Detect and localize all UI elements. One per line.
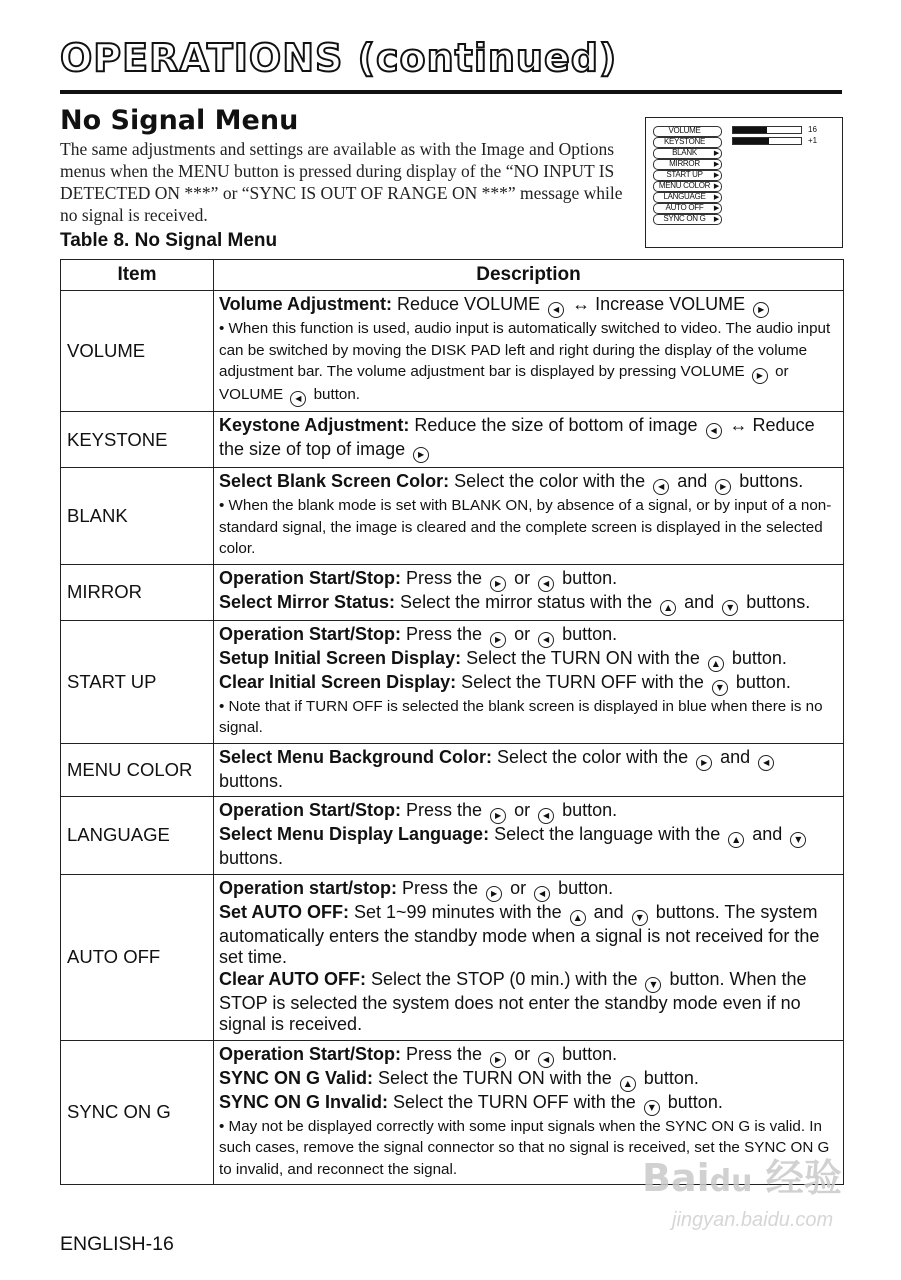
description-label: Operation Start/Stop: (219, 1043, 402, 1064)
description-text: and (672, 471, 713, 491)
description-text: or (509, 623, 536, 644)
table-caption: Table 8. No Signal Menu (60, 230, 278, 251)
arrow-left-icon: ◀ (653, 479, 669, 495)
description-line (219, 471, 837, 495)
description-text: Press the (401, 623, 488, 644)
description-label: Operation Start/Stop: (219, 800, 402, 820)
description-line (219, 592, 837, 616)
submenu-arrow-icon: ▶ (713, 194, 719, 201)
menu-item: LANGUAGE ▶ (653, 192, 722, 203)
description-cell (214, 468, 844, 565)
item-cell: VOLUME (61, 291, 214, 412)
menu-item: VOLUME (653, 126, 722, 137)
item-cell: SYNC ON G (61, 1040, 214, 1185)
description-line (219, 568, 837, 592)
arrow-right-icon: ▶ (486, 886, 502, 902)
description-text: • When this function is used, audio input is automatically switched to video. The audio input can be switched by moving the DISK PAD left and right during the display of the volume adjustment bar. The volume adjustment bar is displayed by pressing VOLUME (219, 320, 831, 380)
description-label: Operation Start/Stop: (219, 567, 402, 588)
description-text: button. (557, 1043, 618, 1064)
description-cell (214, 874, 844, 1040)
description-text: or (509, 800, 536, 820)
description-label: Keystone Adjustment: (219, 415, 410, 435)
arrow-up-icon: ▲ (620, 1076, 636, 1092)
menu-item: AUTO OFF ▶ (653, 203, 722, 214)
description-text: or (509, 567, 536, 588)
description-label: Select Menu Background Color: (219, 746, 493, 767)
description-line (219, 1068, 837, 1092)
arrow-up-icon: ▲ (728, 832, 744, 848)
arrow-down-icon: ▼ (790, 832, 806, 848)
no-signal-menu-table (60, 259, 844, 1185)
description-text: buttons. (219, 848, 284, 868)
description-label: Select Mirror Status: (219, 591, 396, 612)
arrow-left-icon: ◀ (538, 808, 554, 824)
submenu-arrow-icon: ▶ (713, 216, 719, 223)
description-line (219, 1092, 837, 1116)
arrow-left-icon: ◀ (538, 632, 554, 648)
description-text: Press the (401, 567, 488, 588)
description-line (219, 624, 837, 648)
description-text: buttons. The system automatically enters the standby mode when a signal is not received for the set time. (219, 901, 820, 967)
description-text: or VOLUME (219, 363, 789, 403)
menu-item: START UP ▶ (653, 170, 722, 181)
arrow-up-icon: ▲ (570, 910, 586, 926)
description-note (219, 495, 837, 560)
arrow-right-icon: ▶ (490, 808, 506, 824)
description-label: Clear AUTO OFF: (219, 968, 367, 989)
item-cell: KEYSTONE (61, 412, 214, 468)
submenu-arrow-icon: ▶ (713, 161, 719, 168)
description-text: button. (309, 386, 361, 403)
description-cell (214, 412, 844, 468)
description-text: Select the TURN OFF with the (388, 1091, 641, 1112)
description-cell (214, 743, 844, 797)
description-label: Operation start/stop: (219, 877, 398, 898)
arrow-right-icon: ▶ (696, 755, 712, 771)
page-number: ENGLISH-16 (60, 1233, 174, 1255)
volume-value: 16 (808, 125, 817, 134)
description-cell (214, 564, 844, 620)
description-label: SYNC ON G Invalid: (219, 1091, 389, 1112)
description-cell (214, 291, 844, 412)
description-note (219, 696, 837, 739)
menu-item: BLANK ▶ (653, 148, 722, 159)
description-text: Press the (397, 877, 484, 898)
description-text: Select the TURN ON with the (373, 1067, 617, 1088)
arrow-right-icon: ▶ (490, 1052, 506, 1068)
description-line (219, 800, 837, 824)
arrow-down-icon: ▼ (632, 910, 648, 926)
description-text: and (679, 591, 720, 612)
keystone-bar-fill (733, 138, 769, 144)
menu-item: SYNC ON G ▶ (653, 214, 722, 225)
description-text: and (588, 901, 629, 922)
description-text: Press the (401, 1043, 488, 1064)
arrow-left-icon: ◀ (538, 1052, 554, 1068)
description-text: button. (557, 623, 618, 644)
submenu-arrow-icon: ▶ (713, 205, 719, 212)
keystone-bar (732, 137, 802, 145)
description-cell (214, 620, 844, 743)
arrow-left-icon: ◀ (538, 576, 554, 592)
description-text: buttons. (734, 471, 804, 491)
menu-item: MENU COLOR ▶ (653, 181, 722, 192)
description-text: buttons. (219, 770, 284, 791)
description-line (219, 672, 837, 696)
description-line (219, 878, 837, 902)
description-text: • When the blank mode is set with BLANK ON, by absence of a signal, or by input of a non-standard signal, the image is cleared and the complete screen is displayed in the selected color. (219, 497, 832, 557)
description-text: and (715, 746, 756, 767)
arrow-right-icon: ▶ (752, 368, 768, 384)
description-text: Select the TURN OFF with the (456, 671, 709, 692)
section-title: No Signal Menu (60, 105, 299, 136)
description-text: button. (730, 671, 791, 692)
description-text: and (747, 824, 788, 844)
item-cell: LANGUAGE (61, 797, 214, 875)
arrow-left-icon: ◀ (758, 755, 774, 771)
description-line (219, 1044, 837, 1068)
table-row (61, 564, 844, 620)
description-note (219, 318, 837, 407)
description-text: button. (726, 647, 787, 668)
description-text: • Note that if TURN OFF is selected the blank screen is displayed in blue when there is no signal. (219, 697, 823, 736)
description-text: button. (662, 1091, 723, 1112)
header-item: Item (61, 260, 214, 291)
table-row (61, 291, 844, 412)
volume-bar (732, 126, 802, 134)
arrow-right-icon: ▶ (715, 479, 731, 495)
table-row (61, 620, 844, 743)
description-text: Reduce VOLUME (392, 294, 546, 314)
arrow-up-icon: ▲ (708, 656, 724, 672)
header-description: Description (214, 260, 844, 291)
description-text: button. (553, 877, 614, 898)
table-row (61, 412, 844, 468)
description-line (219, 294, 837, 318)
description-label: Clear Initial Screen Display: (219, 671, 457, 692)
menu-item: KEYSTONE (653, 137, 722, 148)
description-line (219, 415, 837, 463)
description-cell (214, 797, 844, 875)
arrow-right-icon: ▶ (753, 302, 769, 318)
description-text: Select the mirror status with the (395, 591, 658, 612)
submenu-arrow-icon: ▶ (713, 172, 719, 179)
arrow-left-icon: ◀ (706, 423, 722, 439)
intro-paragraph: The same adjustments and settings are available as with the Image and Options menus when the MENU button is pressed during display of the “NO INPUT IS DETECTED ON ***” or “SYNC IS OUT OF RANGE ON ***” message while no signal is received. (60, 139, 623, 225)
description-line (219, 902, 837, 969)
submenu-arrow-icon: ▶ (713, 183, 719, 190)
item-cell: MIRROR (61, 564, 214, 620)
keystone-value: +1 (808, 136, 818, 145)
arrow-left-icon: ◀ (534, 886, 550, 902)
item-cell: START UP (61, 620, 214, 743)
arrow-left-icon: ◀ (290, 391, 306, 407)
item-cell: MENU COLOR (61, 743, 214, 797)
description-text: buttons. (741, 591, 811, 612)
description-label: Setup Initial Screen Display: (219, 647, 462, 668)
table-row (61, 743, 844, 797)
description-label: Select Menu Display Language: (219, 824, 490, 844)
description-text: ↔ Reduce the size of top of image (219, 415, 815, 459)
description-text: Set 1~99 minutes with the (349, 901, 567, 922)
arrow-up-icon: ▲ (660, 600, 676, 616)
description-line (219, 648, 837, 672)
description-text: Select the TURN ON with the (461, 647, 705, 668)
description-text: button. (638, 1067, 699, 1088)
arrow-right-icon: ▶ (490, 632, 506, 648)
header-rule (60, 90, 842, 94)
submenu-arrow-icon: ▶ (713, 150, 719, 157)
description-text: Press the (401, 800, 488, 820)
arrow-down-icon: ▼ (712, 680, 728, 696)
description-text: or (505, 877, 532, 898)
description-text: ↔ Increase VOLUME (567, 294, 751, 314)
description-line (219, 969, 837, 1036)
description-text: Select the color with the (449, 471, 651, 491)
item-cell: AUTO OFF (61, 874, 214, 1040)
page-header-title: OPERATIONS (continued) (60, 36, 618, 80)
description-line (219, 747, 837, 793)
description-text: Select the color with the (492, 746, 694, 767)
watermark-url: jingyan.baidu.com (672, 1209, 834, 1231)
no-signal-menu-illustration (645, 117, 843, 248)
description-text: button. When the STOP is selected the system does not enter the standby mode even if no signal is received. (219, 968, 807, 1034)
table-header-row (61, 260, 844, 291)
menu-item: MIRROR ▶ (653, 159, 722, 170)
arrow-right-icon: ▶ (490, 576, 506, 592)
description-text: Select the language with the (489, 824, 726, 844)
table-row (61, 468, 844, 565)
item-cell: BLANK (61, 468, 214, 565)
arrow-right-icon: ▶ (413, 447, 429, 463)
arrow-down-icon: ▼ (722, 600, 738, 616)
description-label: Volume Adjustment: (219, 294, 393, 314)
description-label: SYNC ON G Valid: (219, 1067, 374, 1088)
arrow-down-icon: ▼ (645, 977, 661, 993)
description-text: or (509, 1043, 536, 1064)
watermark-logo: Baidu 经验 (642, 1156, 842, 1200)
description-line (219, 824, 837, 870)
volume-bar-fill (733, 127, 767, 133)
table-row (61, 874, 844, 1040)
description-text: Reduce the size of bottom of image (409, 415, 703, 435)
description-label: Set AUTO OFF: (219, 901, 349, 922)
arrow-left-icon: ◀ (548, 302, 564, 318)
table-row (61, 797, 844, 875)
description-text: • May not be displayed correctly with some input signals when the SYNC ON G is valid. In such cases, remove the signal connector so that no signal is received, set the SYNC ON G to invalid, and reconnect the signal. (219, 1117, 830, 1178)
description-text: button. (557, 567, 618, 588)
arrow-down-icon: ▼ (644, 1100, 660, 1116)
description-text: Select the STOP (0 min.) with the (366, 968, 643, 989)
description-text: button. (557, 800, 618, 820)
description-label: Select Blank Screen Color: (219, 471, 450, 491)
description-label: Operation Start/Stop: (219, 623, 402, 644)
